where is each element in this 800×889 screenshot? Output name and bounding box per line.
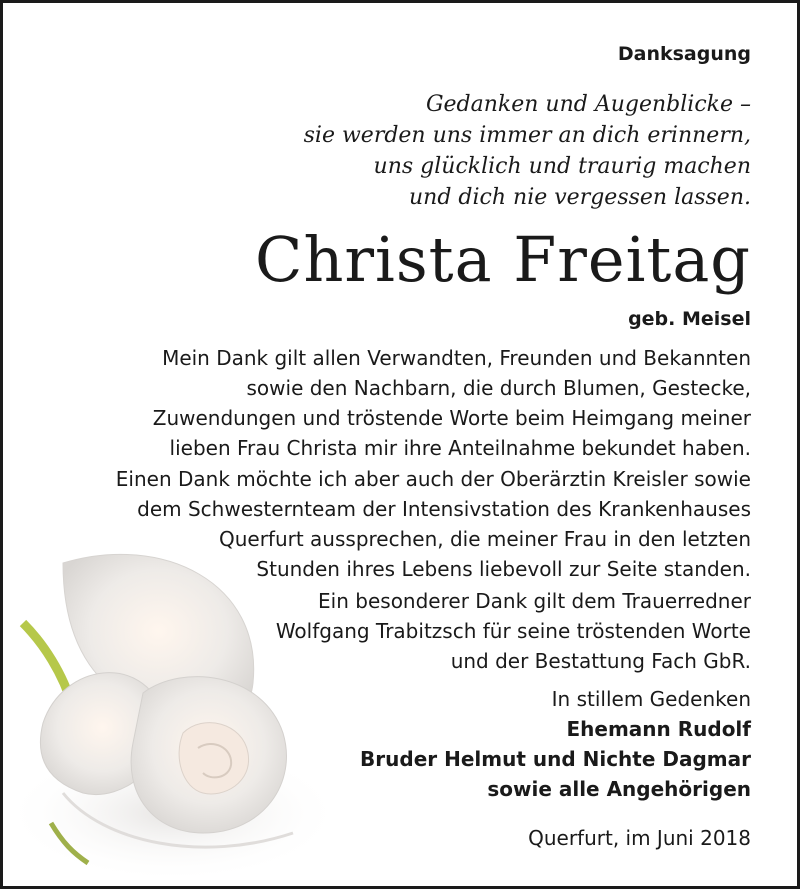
notice-heading: Danksagung (617, 43, 751, 65)
paragraph-line: Mein Dank gilt allen Verwandten, Freunden und Bekannten (162, 346, 751, 370)
poem-line: sie werden uns immer an dich erinnern, (303, 123, 751, 148)
paragraph-line: sowie den Nachbarn, die durch Blumen, Gestecke, (246, 376, 751, 400)
paragraph-line: und der Bestattung Fach GbR. (450, 649, 751, 673)
paragraph-line: Zuwendungen und tröstende Worte beim Heimgang meiner (152, 406, 751, 430)
poem-line: und dich nie vergessen lassen. (409, 185, 751, 210)
deceased-name: Christa Freitag (255, 223, 751, 296)
thanks-paragraph (31, 343, 751, 463)
signatory: sowie alle Angehörigen (487, 777, 751, 801)
maiden-name: geb. Meisel (628, 308, 751, 330)
signatory: Bruder Helmut und Nichte Dagmar (360, 747, 751, 771)
signatory: Ehemann Rudolf (566, 717, 751, 741)
thanks-paragraph (31, 586, 751, 676)
paragraph-line: Wolfgang Trabitzsch für seine tröstenden Worte (275, 619, 751, 643)
closing-intro: In stillem Gedenken (551, 687, 751, 711)
memorial-poem (51, 89, 751, 213)
place-date: Querfurt, im Juni 2018 (528, 826, 751, 850)
paragraph-line: Querfurt aussprechen, die meiner Frau in den letzten (218, 527, 751, 551)
thanks-paragraph (31, 464, 751, 584)
paragraph-line: Einen Dank möchte ich aber auch der Oberärztin Kreisler sowie (115, 467, 751, 491)
closing-block (360, 684, 751, 804)
poem-line: uns glücklich und traurig machen (373, 154, 751, 179)
paragraph-line: Stunden ihres Lebens liebevoll zur Seite standen. (256, 557, 751, 581)
paragraph-line: dem Schwesternteam der Intensivstation des Krankenhauses (137, 497, 751, 521)
paragraph-line: lieben Frau Christa mir ihre Anteilnahme bekundet haben. (169, 436, 751, 460)
poem-line: Gedanken und Augenblicke – (425, 92, 751, 117)
paragraph-line: Ein besonderer Dank gilt dem Trauerredner (318, 589, 751, 613)
